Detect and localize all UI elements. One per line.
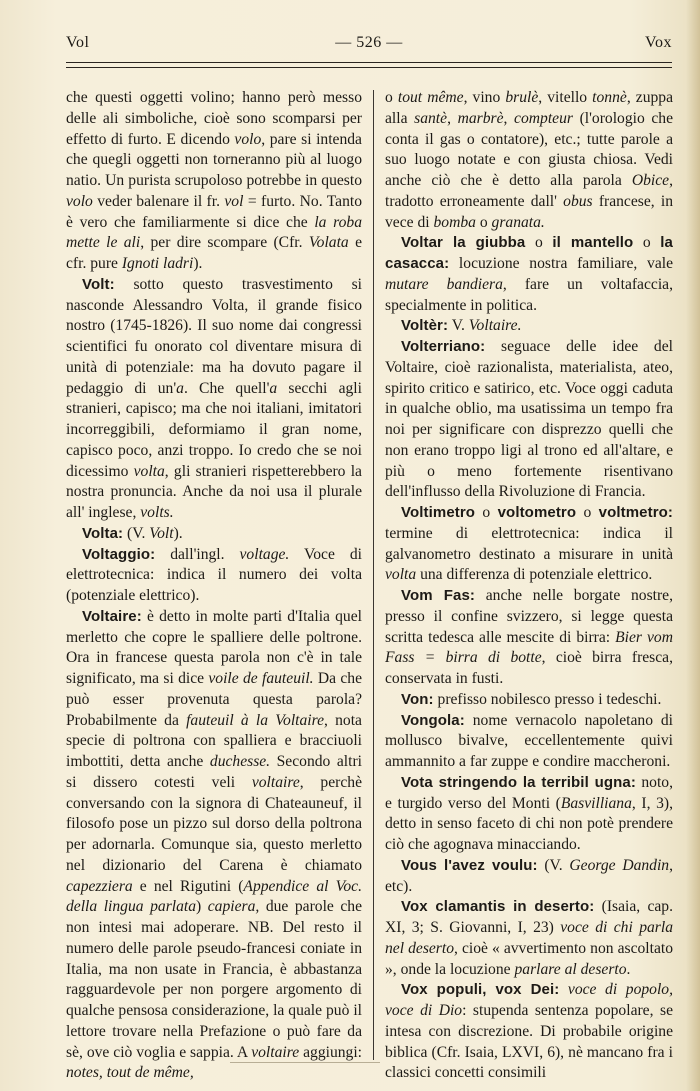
continued-text [66, 88, 362, 275]
italic-text: voltage. [239, 545, 290, 563]
italic-text: voile de fauteuil. [208, 670, 314, 687]
body-text: è detto in molte parti d'Italia quel merletto che copre le spalliere delle poltrone. Ora in francese questa parola non c'è in tale significato, ma si dice [66, 607, 362, 687]
body-text: sotto questo trasvestimento si nasconde Alessandro Volta, il grande fisico nostro (1745-1826). Il suo nome dai congressi scientifici fu onorato col diventare misura di unità di potenziale: ma ha dovuto pagare il pedaggio di un' [66, 275, 362, 397]
body-text: termine di elettrotecnica: indica il galvanometro destinato a misurare in unità [385, 524, 673, 563]
italic-text: volta [133, 462, 165, 480]
entry-headword: voltometro [497, 504, 577, 521]
italic-text: la roba mette le ali [66, 213, 362, 252]
body-text: ). [193, 255, 203, 272]
entry-headword: Voltar la giubba [401, 234, 526, 252]
body-text: o [576, 504, 599, 521]
entry-headword: Volta: [82, 524, 124, 542]
entry-headword: la casacca: [385, 234, 673, 272]
body-text: due parole che non intesi mai adoperare. NB. Del resto il numero delle parole pseudo-francesi coniate in Italia, ma non usate in Francia, è abbastanza ragguardevole per non porgere argomento di qualche pensosa considerazione, la quale può il lettore trovare nella Prefazione o può fare da sè, ove ciò voglia e sappia. A [66, 898, 363, 1061]
italic-text: voce di chi parla nel deserto [385, 919, 673, 957]
body-text: (l'orologio che conta il gas o contatore), etc.; tutte parole a suo luogo notate e con giusta chiosa. Vedi anche ciò che è detto alla parola [385, 109, 674, 189]
body-text: , fare un voltafaccia, specialmente in politica. [385, 275, 673, 314]
body-text: dall'ingl. [155, 545, 240, 563]
body-text: , gli stranieri rispetterebbero la nostra pronuncia. Anche da noi usa il plurale all' inglese, [66, 462, 362, 521]
italic-text: George Dandin [569, 856, 670, 874]
italic-text: Volata [308, 234, 349, 252]
body-text [559, 981, 568, 998]
italic-text: granata. [491, 213, 545, 231]
body-text: o [475, 504, 498, 521]
italic-text: bomba [433, 213, 476, 231]
italic-text: capiera, [207, 898, 260, 916]
body-text: , [503, 109, 515, 127]
body-text: e cfr. pure [66, 234, 363, 272]
body-text: , vino [463, 89, 506, 106]
italic-text: capezziera [66, 877, 133, 895]
italic-text: a [269, 379, 278, 397]
body-text: prefisso nobilesco presso i tedeschi. [433, 690, 662, 708]
dictionary-entry [385, 233, 673, 316]
italic-text: Volt [149, 524, 174, 542]
body-text: o [475, 213, 492, 231]
body-text: , cioè birra fresca, conservata in fusti. [385, 649, 673, 687]
body-text: o [385, 89, 398, 106]
italic-text: marbrè [457, 109, 504, 127]
entry-headword: Voltaggio: [82, 545, 156, 563]
body-text: secchi agli stranieri, capisco; ma che noi italiani, imitatori incorreggibili, deformiamo il gran nome, capisco poco, anzi troppo. Io credo che se noi dicessimo [66, 379, 362, 480]
left-column [66, 88, 363, 1082]
dictionary-entry [385, 503, 673, 586]
italic-text: volo [234, 130, 262, 148]
entry-headword: Vongola: [401, 711, 465, 729]
body-text: Secondo altri si dissero cotesti veli [66, 753, 362, 791]
body-text: anche nelle borgate nostre, presso il confine svizzero, si legge questa scritta tedesca alle mescite di birra: [385, 587, 673, 646]
italic-text: duchesse. [209, 753, 271, 770]
dictionary-entry [385, 897, 673, 980]
italic-text: vol [224, 192, 244, 210]
body-text: , per dire scompare (Cfr. [140, 234, 309, 252]
body-text: . [626, 960, 631, 978]
italic-text: volts. [140, 504, 174, 521]
body-text: , [447, 109, 458, 127]
italic-text: volo [66, 192, 93, 210]
body-text: , pare si intenda che quegli oggetti non torneranno più al luogo natio. Un purista scrupoloso potrebbe in questo [66, 130, 362, 189]
italic-text: notes, tout de même, [66, 1064, 194, 1082]
body-text: nome vernacolo napoletano di mollusco bivalve, eccellentemente quivi ammannito a far zuppe e condire maccheroni. [385, 711, 673, 770]
body-text: (V. [123, 524, 150, 542]
body-text: , I, 3), detto in senso faceto di chi non potè prendere ciò che agognava minacciando. [385, 794, 673, 853]
italic-text: Ignoti ladri [121, 255, 194, 272]
bottom-rule [230, 1062, 380, 1063]
body-text: seguace delle idee del Voltaire, cioè razionalista, materialista, ateo, spirito critico e satirico, etc. Voce oggi caduta in qualche oblio, ma usatissima un tempo fra noi per significare con disprezzo quelli che non erano troppo ligi al trono ed all'altare, e più o meno fortemente risentivano dell'influsso della Rivoluzione di Francia. [385, 338, 673, 501]
body-text: , etc). [385, 856, 674, 895]
body-text: : stupenda sentenza popolare, se intesa con discrezione. Di probabile origine biblica (Cfr. Isaia, LXVI, 6), nè mancano fra i classici concetti consimili [385, 1002, 673, 1082]
dictionary-entry [66, 524, 362, 545]
entry-headword: Vous l'avez voulu: [401, 856, 538, 874]
dictionary-entry [385, 856, 673, 898]
entry-headword: Volt: [82, 275, 115, 293]
dictionary-entry [66, 275, 362, 524]
header-right-guideword: Vox [645, 34, 672, 51]
body-text: , zuppa alla [385, 89, 674, 127]
entry-headword: Voltaire: [82, 607, 142, 625]
page-number: — 526 — [335, 34, 403, 51]
running-header [66, 34, 672, 58]
entry-headword: voltmetro: [598, 504, 674, 521]
continued-text [385, 88, 673, 233]
right-column [385, 88, 674, 1082]
dictionary-entry [385, 337, 673, 503]
italic-text: Bier vom Fass = birra di botte [385, 628, 673, 667]
header-double-rule [66, 62, 672, 68]
body-text: = furto. No. Tanto è vero che familiarmente si dice che [66, 192, 362, 231]
body-text: noto, e turgido verso del Monti ( [385, 773, 673, 812]
body-text: ). [173, 524, 183, 542]
italic-text: obus [563, 192, 593, 210]
entry-headword: Vox populi, vox Dei: [401, 981, 560, 999]
italic-text: fauteuil à la Voltaire [186, 711, 325, 729]
italic-text: santè [414, 109, 448, 127]
body-text: che questi oggetti volino; hanno però messo delle ali simboliche, cioè sono scomparsi per effetto di furto. E dicendo [66, 89, 362, 148]
entry-headword: Von: [401, 690, 434, 708]
entry-headword: Voltèr: [401, 317, 449, 335]
entry-headword: Vom Fas: [401, 587, 476, 604]
body-text: , tradotto erroneamente dall' [385, 172, 673, 210]
entry-headword: Vox clamantis in deserto: [401, 898, 595, 916]
body-text: V. [448, 317, 469, 335]
body-text: (V. [537, 856, 570, 874]
dictionary-entry [385, 690, 673, 711]
italic-text: a [176, 379, 184, 397]
body-text: e nel Rigutini ( [132, 877, 244, 895]
dictionary-entry [66, 545, 362, 607]
italic-text: voltaire [251, 1043, 300, 1061]
italic-text: voltaire [251, 773, 300, 791]
body-text: una differenza di potenziale elettrico. [416, 566, 653, 584]
body-text: ) [196, 898, 208, 916]
body-text: veder balenare il fr. [92, 192, 225, 210]
header-left-guideword: Vol [66, 34, 90, 51]
body-text: . Che quell' [183, 379, 270, 397]
dictionary-entry [66, 607, 362, 1084]
body-text: locuzione nostra familiare, vale [449, 255, 673, 272]
italic-text: Obice [631, 172, 670, 189]
body-text: (Isaia, cap. XI, 3; S. Giovanni, I, 23) [385, 898, 673, 936]
dictionary-entry [385, 316, 673, 337]
italic-text: tout même [397, 89, 464, 106]
dictionary-entry [385, 773, 673, 856]
dictionary-entry [385, 586, 673, 690]
page-edge-shadow [686, 0, 700, 1091]
dictionary-entry [385, 980, 673, 1084]
entry-headword: Volterriano: [401, 338, 486, 355]
entry-headword: Vota stringendo la terribil ugna: [401, 773, 636, 791]
italic-text: Voltaire. [468, 317, 522, 335]
italic-text: volta [385, 566, 417, 584]
italic-text: parlare al deserto [514, 960, 627, 978]
column-divider [373, 90, 374, 1060]
body-text: , perchè conversando con la signora di Chateauneuf, il filosofo pose un pizzo sul dorso della poltrona per adornarla. Comunque sia, questo merletto nel dizionario del Carena è chiamato [66, 773, 362, 874]
body-text: aggiungi: [299, 1043, 362, 1061]
body-text: francese, in vece di [385, 192, 673, 231]
italic-text: compteur [514, 109, 573, 127]
italic-text: Appendice al Voc. della lingua parlata [66, 877, 362, 916]
entry-headword: Voltimetro [401, 504, 476, 521]
body-text: Da che può esser provenuta questa parola? Probabilmente da [66, 670, 362, 729]
dictionary-entry [385, 711, 673, 773]
italic-text: Basvilliana [560, 794, 632, 812]
body-text: o [525, 234, 553, 252]
body-text: , nota specie di poltrona con spalliera e bracciuoli imbottiti, detta anche [66, 711, 362, 770]
italic-text: mutare bandiera [385, 275, 503, 293]
body-text: o [633, 234, 661, 252]
body-text: , cioè « avvertimento non ascoltato », onde la locuzione [385, 939, 674, 978]
italic-text: tonnè [592, 89, 627, 106]
body-text: , vitello [538, 89, 593, 106]
italic-text: brulè [505, 89, 539, 106]
italic-text: voce di popolo, voce di Dio [385, 981, 673, 1019]
entry-headword: il mantello [552, 234, 634, 252]
body-text: Voce di elettrotecnica: indica il numero dei volta (potenziale elettrico). [66, 545, 362, 604]
